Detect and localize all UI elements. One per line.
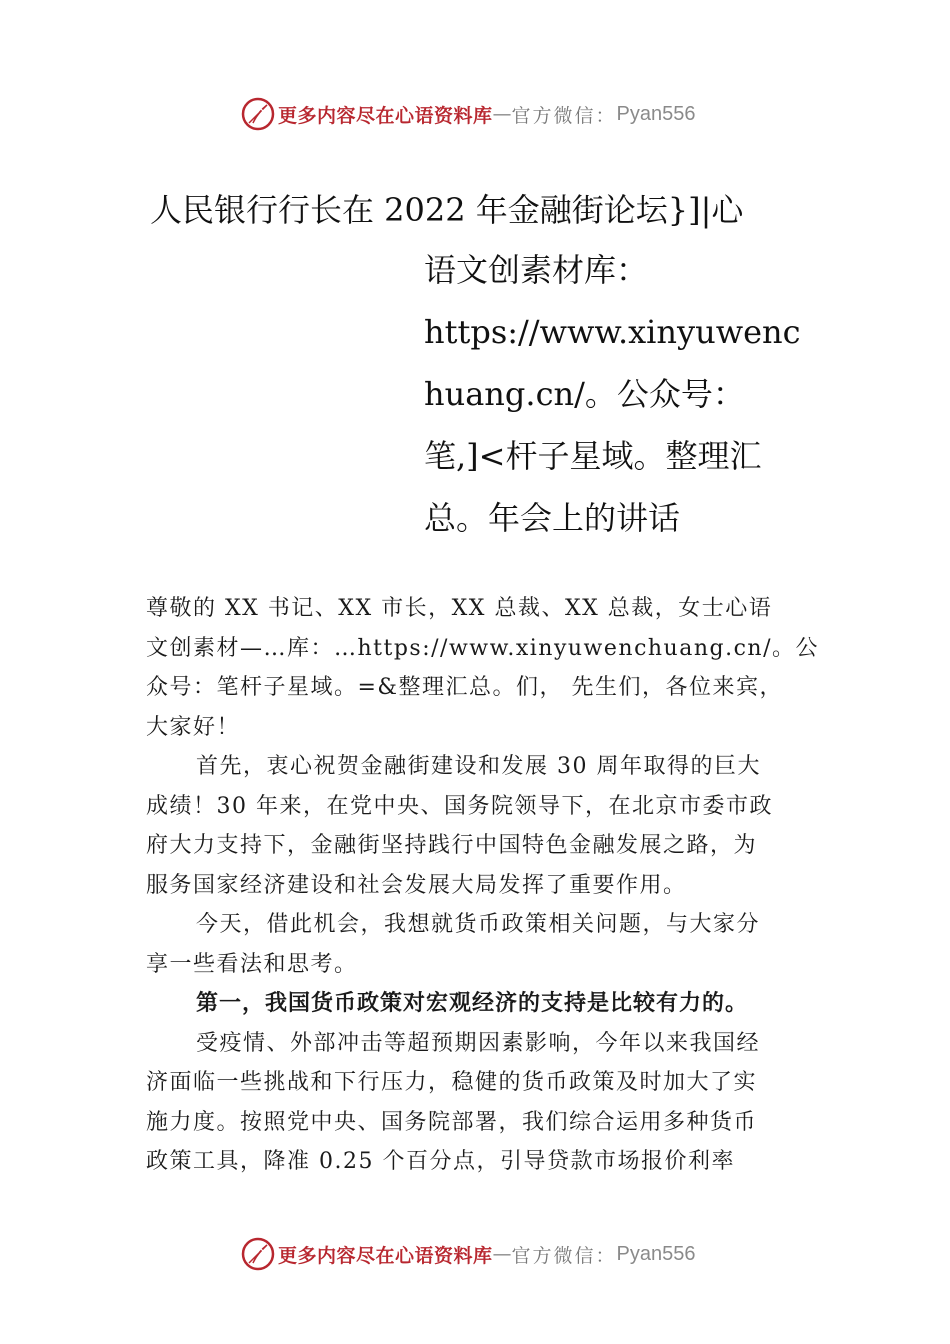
text-line: 享一些看法和思考。 — [146, 951, 358, 977]
text-line: 大家好！ — [146, 714, 241, 740]
paragraph-policy — [146, 1024, 846, 1182]
text-line: 施力度。按照党中央、国务院部署，我们综合运用多种货币 — [146, 1109, 758, 1135]
banner-dash: — — [492, 103, 512, 125]
text-line: 今天，借此机会，我想就货币政策相关问题，与大家分 — [196, 912, 761, 937]
text-line: 文创素材—…库：…https://www.xinyuwenchuang.cn/。公 — [146, 635, 819, 661]
text-line: 服务国家经济建设和社会发展大局发挥了重要作用。 — [146, 872, 687, 898]
banner-dash: — — [492, 1243, 512, 1265]
title-line: 总。年会上的讲话 — [424, 499, 681, 537]
text-line: 政策工具，降准 0.25 个百分点，引导贷款市场报价利率 — [146, 1149, 735, 1174]
text-line: 首先，衷心祝贺金融街建设和发展 30 周年取得的巨大 — [196, 754, 761, 779]
title-line: 笔,]<杆子星域。整理汇 — [424, 437, 762, 475]
quill-logo-icon — [240, 96, 276, 132]
paragraph-congratulations — [146, 747, 846, 905]
text-line: 济面临一些挑战和下行压力，稳健的货币政策及时加大了实 — [146, 1070, 758, 1095]
document-body — [146, 589, 846, 1182]
banner-wechat-label: 官方微信： — [511, 1244, 617, 1267]
title-line: https://www.xinyuwenc — [424, 313, 801, 351]
paragraph-intro — [146, 905, 846, 984]
banner-site-name: 更多内容尽在心语资料库 — [278, 104, 493, 127]
text-line: 府大力支持下，金融街坚持践行中国特色金融发展之路，为 — [146, 833, 758, 858]
section-heading-first — [146, 984, 846, 1024]
footer-banner — [240, 1236, 696, 1272]
title-line: huang.cn/。公众号： — [424, 375, 745, 413]
text-line: 众号：笔杆子星域。=&整理汇总。们， 先生们，各位来宾， — [146, 675, 784, 700]
banner-wechat-id: Pyan556 — [616, 102, 696, 125]
banner-site-name: 更多内容尽在心语资料库 — [278, 1244, 493, 1267]
text-line: 成绩！30 年来，在党中央、国务院领导下，在北京市委市政 — [146, 793, 773, 819]
paragraph-greeting — [146, 589, 846, 747]
header-banner — [240, 96, 696, 132]
banner-wechat-id: Pyan556 — [616, 1242, 696, 1265]
banner-wechat-label: 官方微信： — [511, 104, 617, 127]
document-title-line1: 人民银行行长在 2022 年金融街论坛}]|心 — [150, 191, 744, 229]
quill-logo-icon — [240, 1236, 276, 1272]
title-line: 语文创素材库： — [424, 251, 649, 289]
text-line: 受疫情、外部冲击等超预期因素影响，今年以来我国经 — [196, 1030, 761, 1056]
heading-line: 第一，我国货币政策对宏观经济的支持是比较有力的。 — [196, 991, 749, 1016]
document-title-continuation — [424, 248, 844, 558]
text-line: 尊敬的 XX 书记、XX 市长，XX 总裁、XX 总裁，女士心语 — [146, 596, 773, 621]
